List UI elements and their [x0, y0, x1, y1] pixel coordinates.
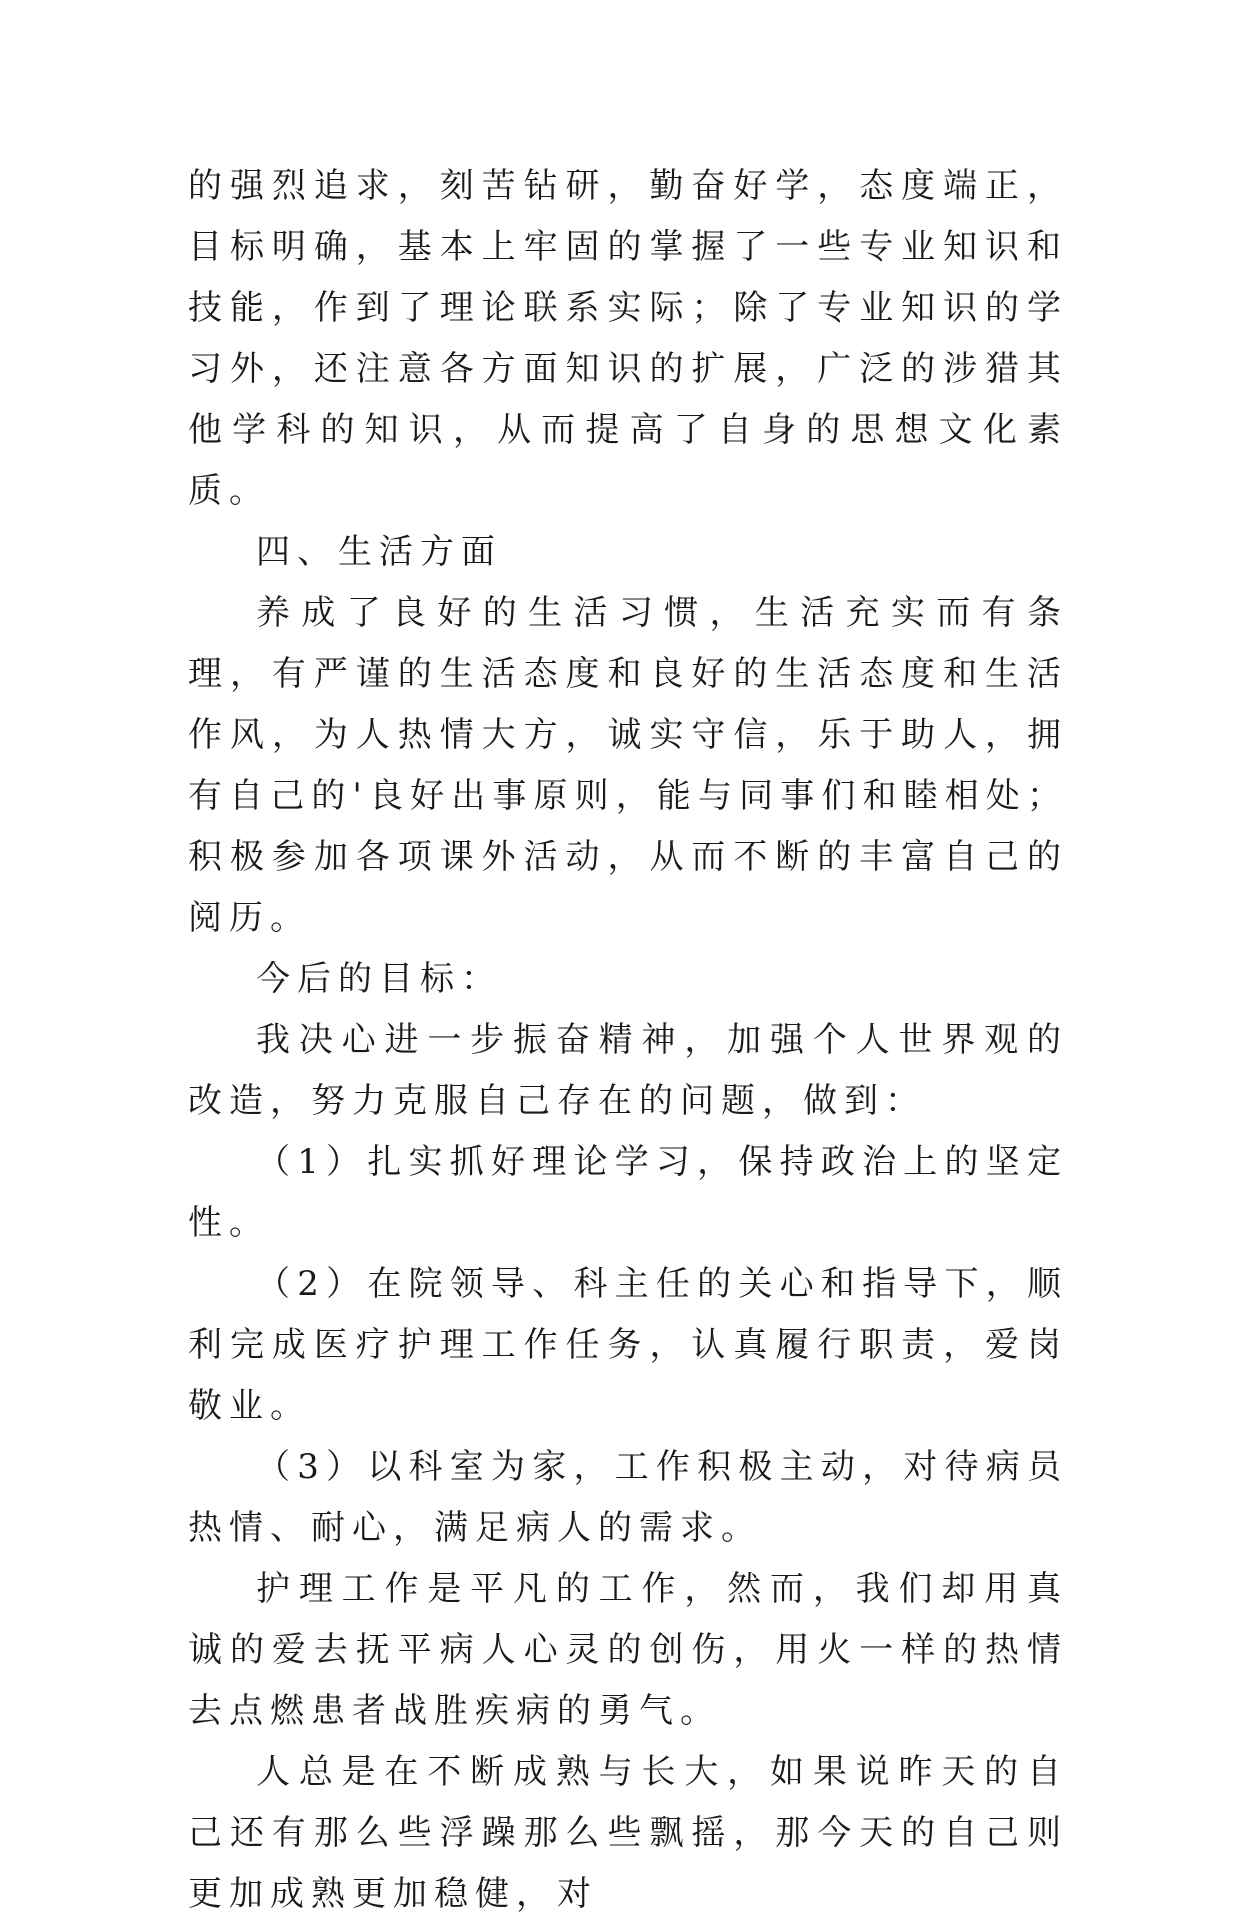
section-heading-life: 四、生活方面: [256, 532, 502, 572]
paragraph-study-continuation: 的强烈追求，刻苦钻研，勤奋好学，态度端正，目标明确，基本上牢固的掌握了一些专业知识和技能，作到了理论联系实际；除了专业知识的学习外，还注意各方面知识的扩展，广泛的涉猎其他学科的知识，从而提高了自身的思想文化素质。: [188, 166, 1068, 511]
document-body: [188, 156, 1068, 1925]
goal-item-1: （1）扎实抓好理论学习，保持政治上的坚定性。: [188, 1142, 1068, 1243]
paragraph-resolve: 我决心进一步振奋精神，加强个人世界观的改造，努力克服自己存在的问题，做到：: [188, 1020, 1068, 1121]
goal-item-3: （3）以科室为家，工作积极主动，对待病员热情、耐心，满足病人的需求。: [188, 1447, 1068, 1548]
goal-item-2: （2）在院领导、科主任的关心和指导下，顺利完成医疗护理工作任务，认真履行职责，爱岗敬业。: [188, 1264, 1068, 1426]
section-heading-goals: 今后的目标：: [256, 959, 502, 999]
paragraph-growth: 人总是在不断成熟与长大，如果说昨天的自己还有那么些浮躁那么些飘摇，那今天的自己则更加成熟更加稳健，对: [188, 1752, 1068, 1914]
paragraph-life: 养成了良好的生活习惯，生活充实而有条理，有严谨的生活态度和良好的生活态度和生活作风，为人热情大方，诚实守信，乐于助人，拥有自己的'良好出事原则，能与同事们和睦相处；积极参加各项课外活动，从而不断的丰富自己的阅历。: [188, 593, 1068, 938]
paragraph-nursing-work: 护理工作是平凡的工作，然而，我们却用真诚的爱去抚平病人心灵的创伤，用火一样的热情去点燃患者战胜疾病的勇气。: [188, 1569, 1068, 1731]
